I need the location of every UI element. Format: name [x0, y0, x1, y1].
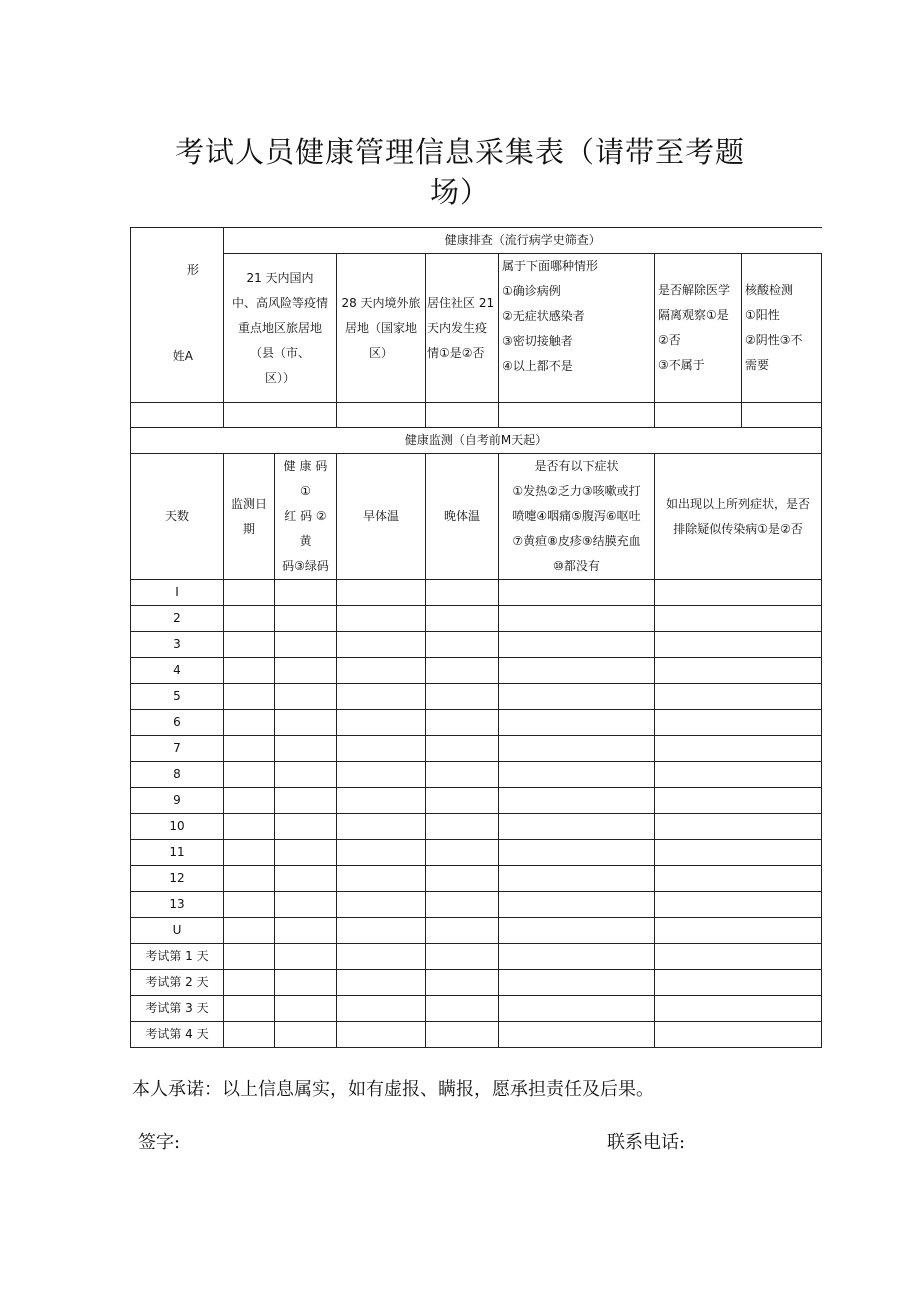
monitor-row [131, 684, 822, 710]
monitor-row [131, 710, 822, 736]
code-cell[interactable] [275, 944, 337, 970]
community-epidemic-header: 居住社区 21 天内发生疫 情①是②否 [426, 254, 499, 403]
exclude-cell[interactable] [655, 762, 822, 788]
evening-temp-cell[interactable] [426, 814, 499, 840]
code-cell[interactable] [275, 892, 337, 918]
morning-temp-cell[interactable] [337, 710, 426, 736]
date-cell[interactable] [224, 840, 275, 866]
nucleic-test-header: 核酸检测 ①阳性 ②阴性③不 需要 [742, 254, 822, 403]
date-cell[interactable] [224, 606, 275, 632]
evening-temp-cell[interactable] [426, 944, 499, 970]
symptoms-cell[interactable] [499, 814, 655, 840]
evening-temp-cell[interactable] [426, 606, 499, 632]
date-cell[interactable] [224, 866, 275, 892]
evening-temp-cell[interactable] [426, 736, 499, 762]
date-cell[interactable] [224, 996, 275, 1022]
evening-temp-header: 晚体温 [426, 454, 499, 580]
code-cell[interactable] [275, 814, 337, 840]
exclude-cell[interactable] [655, 970, 822, 996]
health-code-header: 健 康 码 ① 红 码 ② 黄 码③绿码 [275, 454, 337, 580]
morning-temp-cell[interactable] [337, 762, 426, 788]
monitor-row [131, 762, 822, 788]
symptoms-cell[interactable] [499, 996, 655, 1022]
title-line-2: 场） [429, 175, 490, 209]
exclude-cell[interactable] [655, 632, 822, 658]
day-label: 6 [131, 710, 224, 736]
date-cell[interactable] [224, 684, 275, 710]
monitor-row [131, 970, 822, 996]
code-cell[interactable] [275, 684, 337, 710]
page-title [150, 132, 770, 212]
day-label: 12 [131, 866, 224, 892]
name-header-top: 形 [186, 263, 199, 277]
symptoms-cell[interactable] [499, 580, 655, 606]
symptoms-cell[interactable] [499, 632, 655, 658]
code-cell[interactable] [275, 1022, 337, 1048]
date-cell[interactable] [224, 580, 275, 606]
exclude-cell[interactable] [655, 866, 822, 892]
date-cell[interactable] [224, 710, 275, 736]
exclude-cell[interactable] [655, 606, 822, 632]
evening-temp-cell[interactable] [426, 892, 499, 918]
code-cell[interactable] [275, 788, 337, 814]
morning-temp-cell[interactable] [337, 814, 426, 840]
monitor-row [131, 892, 822, 918]
evening-temp-cell[interactable] [426, 658, 499, 684]
day-label: 3 [131, 632, 224, 658]
symptoms-cell[interactable] [499, 866, 655, 892]
promise-statement: 本人承诺：以上信息属实，如有虚报、瞒报，愿承担责任及后果。 [132, 1079, 654, 1100]
code-cell[interactable] [275, 710, 337, 736]
date-cell[interactable] [224, 970, 275, 996]
exclude-cell[interactable] [655, 892, 822, 918]
monitor-row [131, 788, 822, 814]
monitor-row [131, 580, 822, 606]
symptoms-header: 是否有以下症状 ①发热②乏力③咳嗽或打 喷嚏④咽痛⑤腹泻⑥呕吐 ⑦黄疸⑧皮疹⑨结膜充血 ⑩都没有 [499, 454, 655, 580]
morning-temp-cell[interactable] [337, 944, 426, 970]
date-header: 监测日 期 [224, 454, 275, 580]
date-cell[interactable] [224, 944, 275, 970]
morning-temp-cell[interactable] [337, 918, 426, 944]
code-cell[interactable] [275, 840, 337, 866]
monitor-row [131, 1022, 822, 1048]
day-label: 8 [131, 762, 224, 788]
morning-temp-cell[interactable] [337, 736, 426, 762]
symptoms-cell[interactable] [499, 762, 655, 788]
code-cell[interactable] [275, 996, 337, 1022]
monitor-row [131, 606, 822, 632]
exclude-cell[interactable] [655, 814, 822, 840]
day-label: U [131, 918, 224, 944]
code-cell[interactable] [275, 918, 337, 944]
exclude-cell[interactable] [655, 996, 822, 1022]
morning-temp-cell[interactable] [337, 580, 426, 606]
code-cell[interactable] [275, 970, 337, 996]
evening-temp-cell[interactable] [426, 996, 499, 1022]
exclude-cell[interactable] [655, 788, 822, 814]
monitor-row [131, 814, 822, 840]
monitor-row [131, 736, 822, 762]
code-cell[interactable] [275, 658, 337, 684]
morning-temp-cell[interactable] [337, 658, 426, 684]
nucleic-input-cell[interactable] [742, 403, 822, 428]
symptoms-cell[interactable] [499, 606, 655, 632]
evening-temp-cell[interactable] [426, 710, 499, 736]
morning-temp-cell[interactable] [337, 632, 426, 658]
date-cell[interactable] [224, 814, 275, 840]
situation-header: 属于下面哪种情形 ①确诊病例 ②无症状感染者 ③密切接触者 ④以上都不是 [499, 254, 655, 403]
symptoms-cell[interactable] [499, 1022, 655, 1048]
symptoms-cell[interactable] [499, 710, 655, 736]
day-label: 考试第 3 天 [131, 996, 224, 1022]
evening-temp-cell[interactable] [426, 632, 499, 658]
date-cell[interactable] [224, 788, 275, 814]
day-label: 考试第 1 天 [131, 944, 224, 970]
name-header-bottom: 姓A [172, 349, 193, 363]
domestic-travel-header: 21 天内国内 中、高风险等疫情 重点地区旅居地 （县（市、 区）） [224, 254, 337, 403]
date-cell[interactable] [224, 632, 275, 658]
evening-temp-cell[interactable] [426, 788, 499, 814]
exclude-cell[interactable] [655, 658, 822, 684]
evening-temp-cell[interactable] [426, 580, 499, 606]
day-label: 11 [131, 840, 224, 866]
phone-label: 联系电话: [607, 1132, 686, 1153]
name-header-cell [131, 228, 224, 403]
symptoms-cell[interactable] [499, 684, 655, 710]
evening-temp-cell[interactable] [426, 1022, 499, 1048]
screening-entry-row [131, 403, 822, 428]
day-label: 9 [131, 788, 224, 814]
monitoring-header: 健康监测（自考前M天起） [131, 428, 822, 454]
date-cell[interactable] [224, 1022, 275, 1048]
exclude-cell[interactable] [655, 736, 822, 762]
monitor-row [131, 632, 822, 658]
monitor-row [131, 840, 822, 866]
monitor-row [131, 918, 822, 944]
monitor-row [131, 658, 822, 684]
code-cell[interactable] [275, 606, 337, 632]
exclude-disease-header: 如出现以上所列症状，是否 排除疑似传染病①是②否 [655, 454, 822, 580]
exclude-cell[interactable] [655, 944, 822, 970]
monitor-row [131, 866, 822, 892]
day-label: 考试第 2 天 [131, 970, 224, 996]
symptoms-cell[interactable] [499, 892, 655, 918]
abroad-travel-header: 28 天内境外旅 居地（国家地 区） [337, 254, 426, 403]
domestic-input-cell[interactable] [224, 403, 337, 428]
code-cell[interactable] [275, 762, 337, 788]
day-label: 10 [131, 814, 224, 840]
evening-temp-cell[interactable] [426, 762, 499, 788]
morning-temp-header: 早体温 [337, 454, 426, 580]
signature-label: 签字: [138, 1132, 181, 1153]
monitor-row [131, 944, 822, 970]
morning-temp-cell[interactable] [337, 840, 426, 866]
health-info-table [130, 227, 822, 1048]
screening-header: 健康排查（流行病学史筛查） [224, 228, 822, 254]
situation-input-cell[interactable] [499, 403, 655, 428]
exclude-cell[interactable] [655, 840, 822, 866]
morning-temp-cell[interactable] [337, 866, 426, 892]
day-label: 2 [131, 606, 224, 632]
day-label: I [131, 580, 224, 606]
title-line-1: 考试人员健康管理信息采集表（请带至考题 [174, 135, 745, 169]
abroad-input-cell[interactable] [337, 403, 426, 428]
symptoms-cell[interactable] [499, 736, 655, 762]
date-cell[interactable] [224, 762, 275, 788]
evening-temp-cell[interactable] [426, 918, 499, 944]
date-cell[interactable] [224, 736, 275, 762]
day-label: 7 [131, 736, 224, 762]
exclude-cell[interactable] [655, 684, 822, 710]
isolation-header: 是否解除医学 隔离观察①是 ②否 ③不属于 [655, 254, 742, 403]
symptoms-cell[interactable] [499, 918, 655, 944]
day-label: 4 [131, 658, 224, 684]
exclude-cell[interactable] [655, 710, 822, 736]
evening-temp-cell[interactable] [426, 684, 499, 710]
morning-temp-cell[interactable] [337, 788, 426, 814]
code-cell[interactable] [275, 866, 337, 892]
code-cell[interactable] [275, 632, 337, 658]
evening-temp-cell[interactable] [426, 866, 499, 892]
isolation-input-cell[interactable] [655, 403, 742, 428]
symptoms-cell[interactable] [499, 970, 655, 996]
day-label: 13 [131, 892, 224, 918]
morning-temp-cell[interactable] [337, 996, 426, 1022]
date-cell[interactable] [224, 658, 275, 684]
morning-temp-cell[interactable] [337, 684, 426, 710]
name-input-cell[interactable] [131, 403, 224, 428]
code-cell[interactable] [275, 580, 337, 606]
morning-temp-cell[interactable] [337, 606, 426, 632]
date-cell[interactable] [224, 918, 275, 944]
symptoms-cell[interactable] [499, 840, 655, 866]
community-input-cell[interactable] [426, 403, 499, 428]
monitor-row [131, 996, 822, 1022]
days-header: 天数 [131, 454, 224, 580]
code-cell[interactable] [275, 736, 337, 762]
symptoms-cell[interactable] [499, 788, 655, 814]
exclude-cell[interactable] [655, 918, 822, 944]
exclude-cell[interactable] [655, 580, 822, 606]
evening-temp-cell[interactable] [426, 970, 499, 996]
date-cell[interactable] [224, 892, 275, 918]
symptoms-cell[interactable] [499, 944, 655, 970]
exclude-cell[interactable] [655, 1022, 822, 1048]
day-label: 5 [131, 684, 224, 710]
day-label: 考试第 4 天 [131, 1022, 224, 1048]
morning-temp-cell[interactable] [337, 1022, 426, 1048]
morning-temp-cell[interactable] [337, 970, 426, 996]
symptoms-cell[interactable] [499, 658, 655, 684]
morning-temp-cell[interactable] [337, 892, 426, 918]
evening-temp-cell[interactable] [426, 840, 499, 866]
